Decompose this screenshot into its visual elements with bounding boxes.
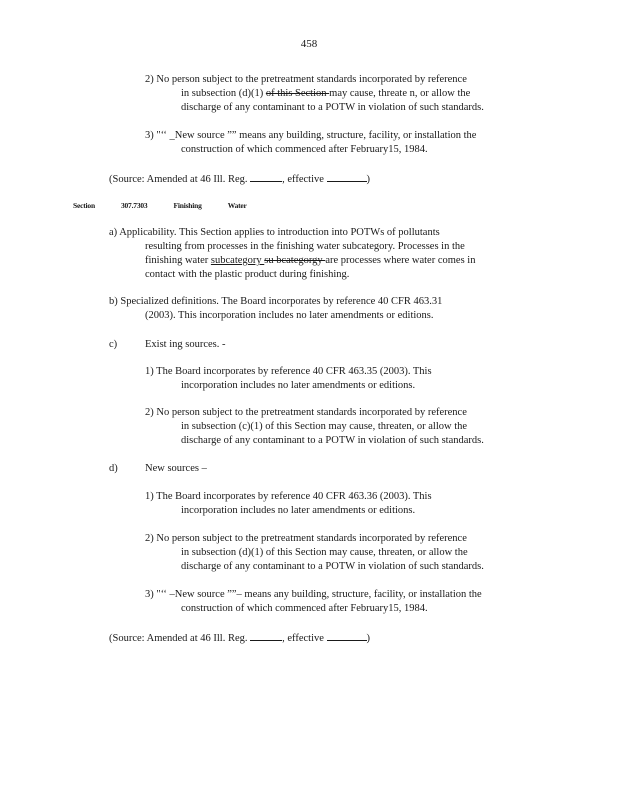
text-line: contact with the plastic product during finishing. (145, 269, 350, 280)
text-line: 1) The Board incorporates by reference 40 CFR 463.35 (2003). This (145, 366, 432, 377)
text-line: 2) No person subject to the pretreatment standards incorporated by reference (145, 74, 467, 85)
subsection-b (109, 295, 442, 309)
subsection-a-cont (145, 240, 475, 282)
text-line: discharge of any contaminant to a POTW in violation of such standards. (181, 435, 484, 446)
top-item-3 (145, 129, 476, 143)
text-line: b) Specialized definitions. The Board incorporates by reference 40 CFR 463.31 (109, 296, 443, 307)
subsection-d-label: d) (109, 463, 118, 474)
blank-line (250, 171, 282, 182)
subsection-d-3 (145, 588, 482, 602)
blank-line (327, 630, 367, 641)
subsection-d-3-cont (181, 602, 428, 616)
subsection-d-2 (145, 532, 467, 546)
subsection-d-2-cont (181, 546, 484, 574)
text-line: a) Applicability. This Section applies to introduction into POTWs of pollutants (109, 227, 440, 238)
blank-line (327, 171, 367, 182)
text-line: resulting from processes in the finishing water subcategory. Processes in the (145, 241, 465, 252)
source-note: (Source: Amended at 46 Ill. Reg. , effective ) (109, 171, 370, 187)
subsection-c-heading: Exist ing sources. - (145, 339, 226, 350)
text-line: 2) No person subject to the pretreatment standards incorporated by reference (145, 407, 467, 418)
struck-text: of this Section (265, 88, 330, 99)
subsection-b-cont (145, 309, 434, 323)
source-note-2: (Source: Amended at 46 Ill. Reg. , effective ) (109, 630, 370, 646)
text-line: in subsection (d)(1) of this Section may cause, threate n, or allow the (181, 88, 471, 99)
subsection-c-1-cont (181, 379, 415, 393)
text-line: 2) No person subject to the pretreatment standards incorporated by reference (145, 533, 467, 544)
text-line: (2003). This incorporation includes no later amendments or editions. (145, 310, 434, 321)
text-line: in subsection (d)(1) of this Section may cause, threaten, or allow the (181, 547, 468, 558)
page-number: 458 (300, 38, 318, 50)
top-item-3-cont (181, 143, 428, 157)
text-line: 1) The Board incorporates by reference 40 CFR 463.36 (2003). This (145, 491, 432, 502)
text-line: finishing water subcategory su bcategorgy are processes where water comes in (145, 255, 476, 266)
text-line: in subsection (c)(1) of this Section may cause, threaten, or allow the (181, 421, 468, 432)
text-line: discharge of any contaminant to a POTW in violation of such standards. (181, 102, 484, 113)
text-line: discharge of any contaminant to a POTW in violation of such standards. (181, 561, 484, 572)
subsection-d-1 (145, 490, 432, 504)
text-line: 3) "‘‘ _New source ”” means any building, structure, facility, or installation the (145, 130, 477, 141)
top-item-2 (145, 73, 467, 87)
text-line: incorporation includes no later amendments or editions. (181, 505, 416, 516)
subsection-d-1-cont (181, 504, 415, 518)
subsection-c-1 (145, 365, 432, 379)
text-line: incorporation includes no later amendments or editions. (181, 380, 416, 391)
section-heading: Section 307.7303 Finishing Water (73, 201, 247, 210)
subsection-a (109, 226, 440, 240)
subsection-c-2-cont (181, 420, 484, 448)
text-line: construction of which commenced after February15, 1984. (181, 144, 428, 155)
subsection-c-label: c) (109, 339, 118, 350)
subsection-c-2 (145, 406, 467, 420)
top-item-2-cont (181, 87, 484, 115)
subsection-d-heading: New sources – (145, 463, 207, 474)
text-line: 3) "‘‘ –New source ””– means any building, structure, facility, or installation the (145, 589, 482, 600)
blank-line (250, 630, 282, 641)
text-line: construction of which commenced after February15, 1984. (181, 603, 428, 614)
underlined-text: subcategory (210, 255, 265, 266)
struck-text: su bcategorgy (264, 255, 326, 266)
